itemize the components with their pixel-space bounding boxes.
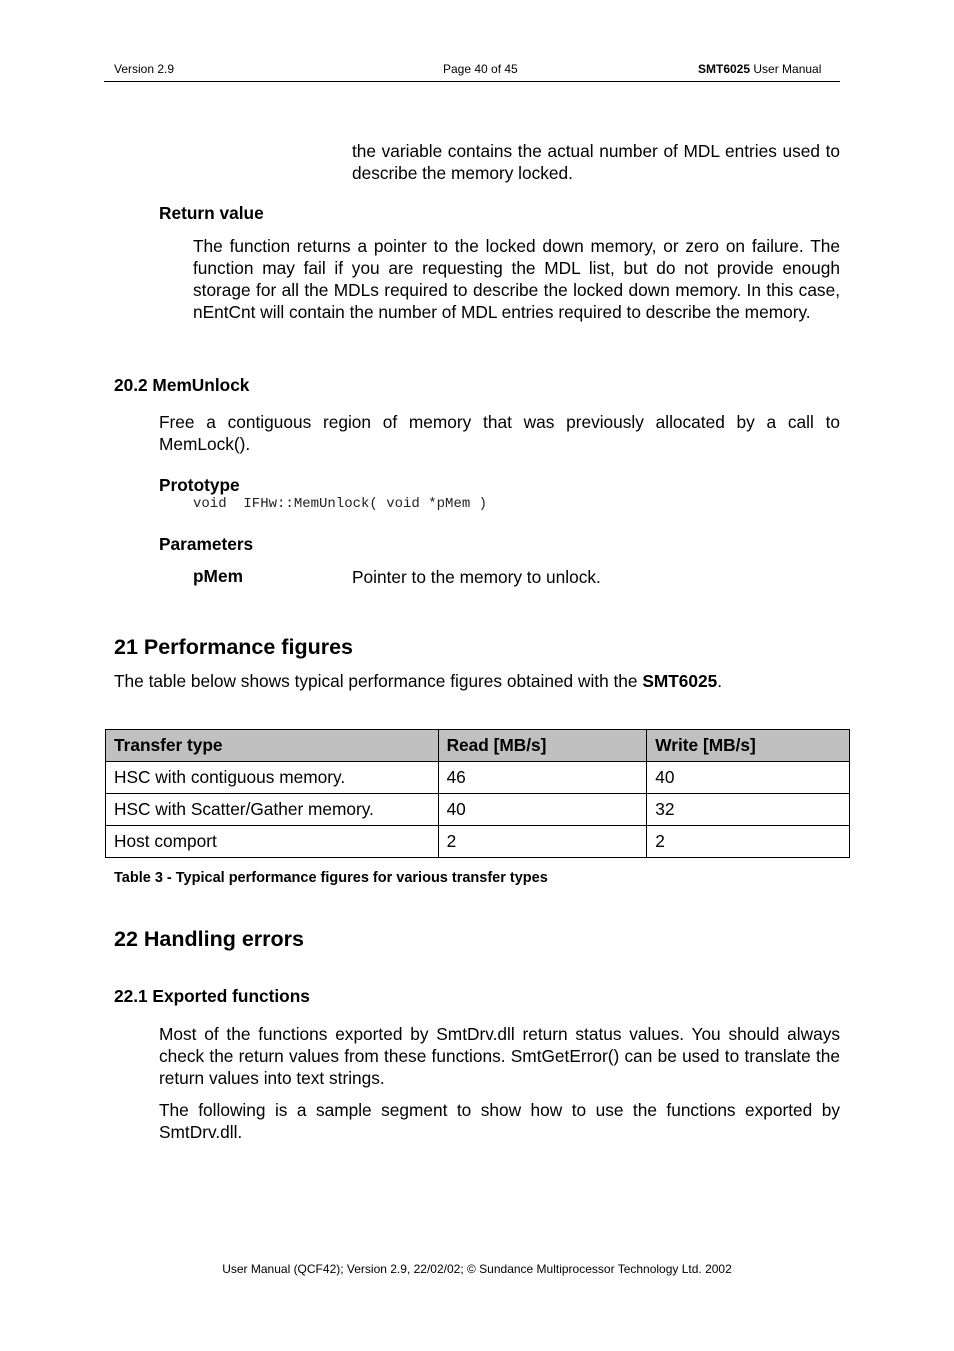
cell-read: 46 (438, 762, 647, 794)
section-22-1-heading: 22.1 Exported functions (114, 986, 310, 1006)
cell-write: 2 (647, 826, 850, 858)
col-header-write: Write [MB/s] (647, 730, 850, 762)
param-name: pMem (193, 566, 243, 586)
cell-transfer-type: HSC with Scatter/Gather memory. (106, 794, 439, 826)
cell-transfer-type: Host comport (106, 826, 439, 858)
intro-product: SMT6025 (642, 671, 718, 691)
param-description: Pointer to the memory to unlock. (352, 567, 601, 587)
cell-transfer-type: HSC with contiguous memory. (106, 762, 439, 794)
memunlock-description: Free a contiguous region of memory that was previously allocated by a call to MemLock(). (159, 412, 840, 454)
table-header-row (106, 730, 850, 762)
exported-functions-para-1: Most of the functions exported by SmtDrv.dll return status values. You should always check the return values from these functions. SmtGetError() can be used to translate the return values into text strings. (159, 1024, 840, 1088)
exported-functions-para-2: The following is a sample segment to show how to use the functions exported by SmtDrv.dll. (159, 1100, 840, 1142)
header-rule (104, 81, 840, 82)
table-row (106, 826, 850, 858)
table-row (106, 794, 850, 826)
return-value-heading: Return value (159, 203, 264, 223)
cell-read: 2 (438, 826, 647, 858)
prototype-code: void IFHw::MemUnlock( void *pMem ) (193, 496, 488, 512)
prototype-heading: Prototype (159, 475, 240, 495)
section-20-2-heading: 20.2 MemUnlock (114, 375, 250, 395)
table-caption: Table 3 - Typical performance figures for various transfer types (114, 870, 548, 886)
intro-prefix: The table below shows typical performance figures obtained with the (114, 671, 643, 691)
cell-write: 32 (647, 794, 850, 826)
intro-suffix: . (717, 671, 723, 691)
header-page-number: Page 40 of 45 (443, 62, 518, 76)
col-header-transfer-type: Transfer type (106, 730, 439, 762)
performance-table (105, 729, 850, 858)
continuation-text: the variable contains the actual number of MDL entries used to describe the memory locked. (352, 141, 840, 183)
section-21-heading: 21 Performance figures (114, 635, 353, 659)
section-22-heading: 22 Handling errors (114, 927, 304, 951)
parameters-heading: Parameters (159, 534, 254, 554)
return-value-text: The function returns a pointer to the locked down memory, or zero on failure. The function may fail if you are requesting the MDL list, but do not provide enough storage for all the MDLs required to describe the locked down memory. In this case, nEntCnt will contain the number of MDL entries required to describe the memory. (193, 236, 840, 322)
header-title (698, 62, 821, 76)
header-version: Version 2.9 (114, 62, 175, 76)
cell-write: 40 (647, 762, 850, 794)
performance-intro (114, 670, 722, 692)
cell-read: 40 (438, 794, 647, 826)
page-footer: User Manual (QCF42); Version 2.9, 22/02/02; © Sundance Multiprocessor Technology Ltd. 2002 (222, 1262, 732, 1276)
table-row (106, 762, 850, 794)
header-product: SMT6025 (698, 62, 751, 76)
header-manual: User Manual (750, 62, 822, 76)
col-header-read: Read [MB/s] (438, 730, 647, 762)
